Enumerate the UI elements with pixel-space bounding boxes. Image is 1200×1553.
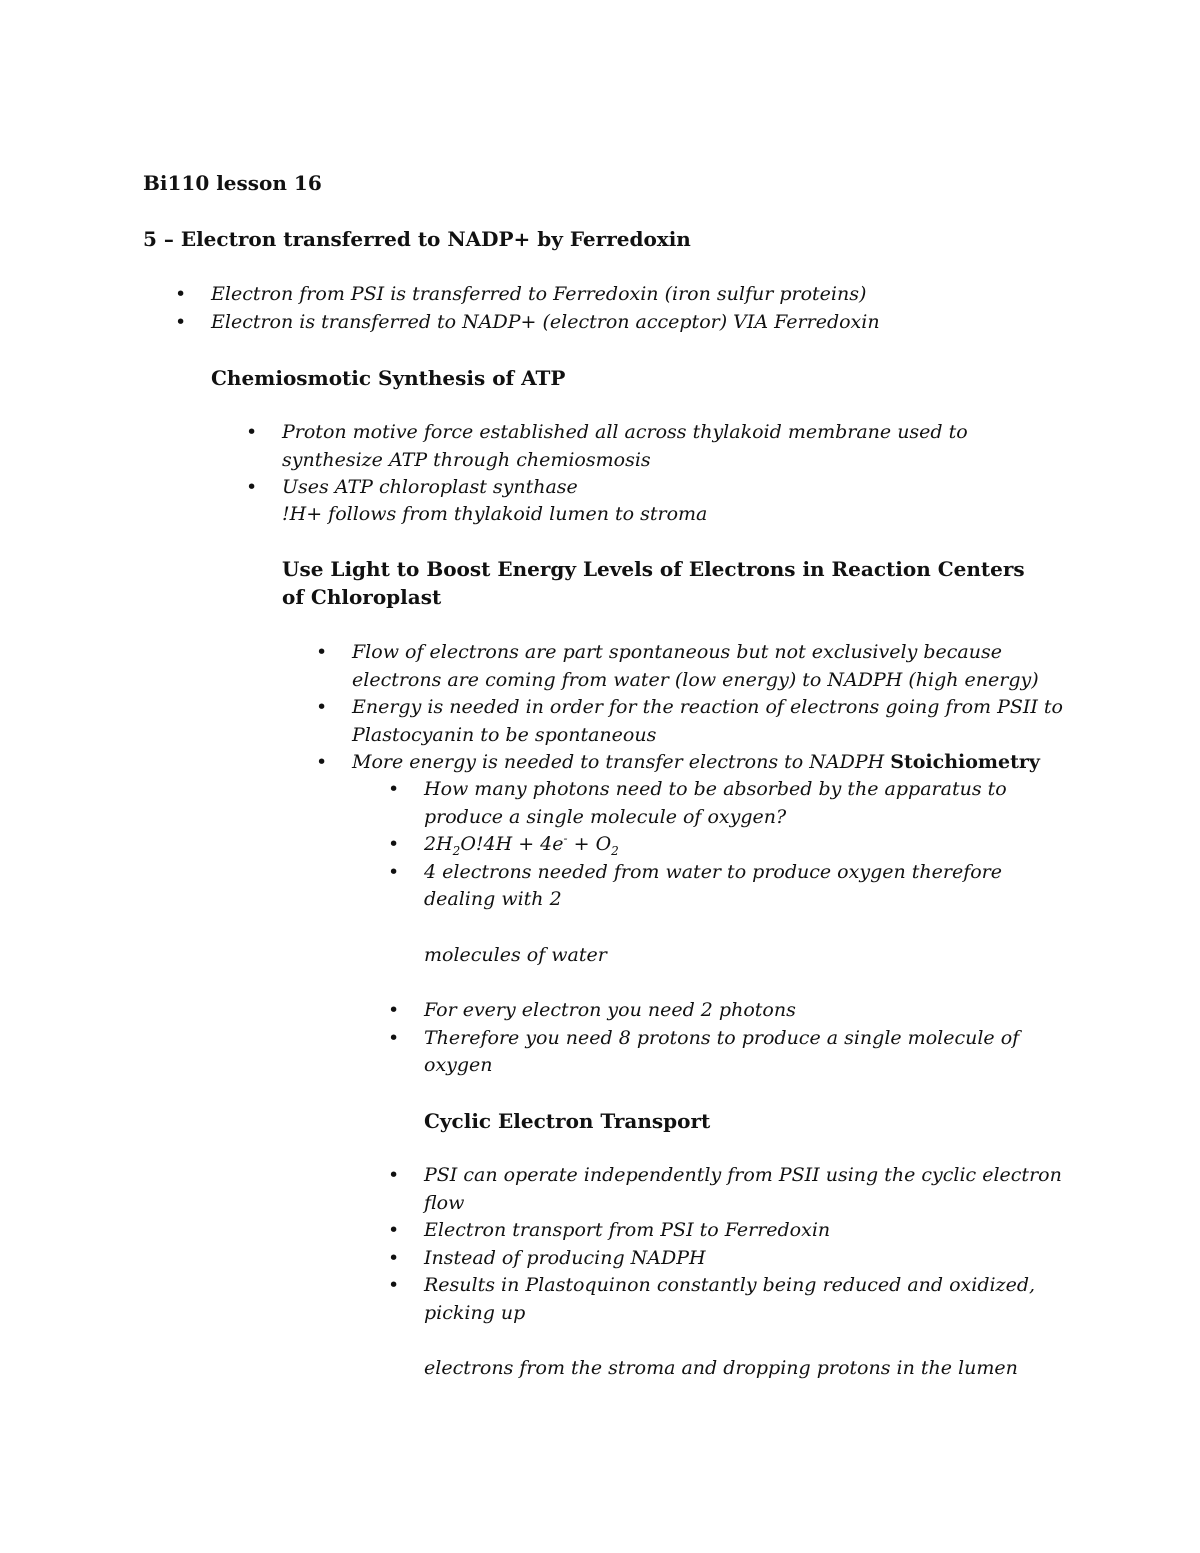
equation-item: • $2H_2O!4H + 4e^- + O_2$ [424,831,1064,859]
list-item-text: More energy is needed to transfer electrons to NADPH [352,751,885,773]
list-item: • For every electron you need 2 photons [424,997,1064,1025]
photon-list [424,997,1064,1080]
list-item: • Proton motive force established all across thylakoid membrane used to synthesize ATP through chemiosmosis [282,419,1002,474]
chemiosmotic-list [282,419,1002,502]
chemiosmotic-continuation: !H+ follows from thylakoid lumen to stroma [282,503,708,525]
list-item: • PSI can operate independently from PSII using the cyclic electron flow [424,1162,1074,1217]
stoichiometry-continuation: molecules of water [424,944,607,966]
list-item: • Uses ATP chloroplast synthase [282,474,1002,502]
list-item: • Instead of producing NADPH [424,1245,1074,1273]
list-item: • Electron is transferred to NADP+ (electron acceptor) VIA Ferredoxin [211,309,931,337]
cyclic-list [424,1162,1074,1327]
list-item: • 4 electrons needed from water to produce oxygen therefore dealing with 2 [424,859,1064,914]
list-item: • How many photons need to be absorbed by the apparatus to produce a single molecule of oxygen? [424,776,1064,831]
stoichiometry-list [424,776,1064,914]
list-item: • Energy is needed in order for the reaction of electrons going from PSII to Plastocyanin to be spontaneous [352,694,1072,749]
light-heading: Use Light to Boost Energy Levels of Electrons in Reaction Centers of Chloroplast [282,557,1025,609]
stoichiometry-label: Stoichiometry [890,751,1040,773]
list-item: • Results in Plastoquinon constantly being reduced and oxidized, picking up [424,1272,1074,1327]
light-list [352,639,1072,777]
section-5-list [211,281,931,336]
document-title: Bi110 lesson 16 [143,171,322,195]
chemiosmotic-heading: Chemiosmotic Synthesis of ATP [211,366,566,390]
cyclic-heading: Cyclic Electron Transport [424,1109,711,1133]
section-5-heading: 5 – Electron transferred to NADP+ by Ferredoxin [143,227,691,251]
list-item: • Electron from PSI is transferred to Ferredoxin (iron sulfur proteins) [211,281,931,309]
list-item: • Flow of electrons are part spontaneous but not exclusively because electrons are coming from water (low energy) to NADPH (high energy) [352,639,1072,694]
list-item: • Therefore you need 8 protons to produce a single molecule of oxygen [424,1025,1064,1080]
list-item [352,749,1072,777]
cyclic-continuation: electrons from the stroma and dropping protons in the lumen [424,1357,1018,1379]
list-item: • Electron transport from PSI to Ferredoxin [424,1217,1074,1245]
